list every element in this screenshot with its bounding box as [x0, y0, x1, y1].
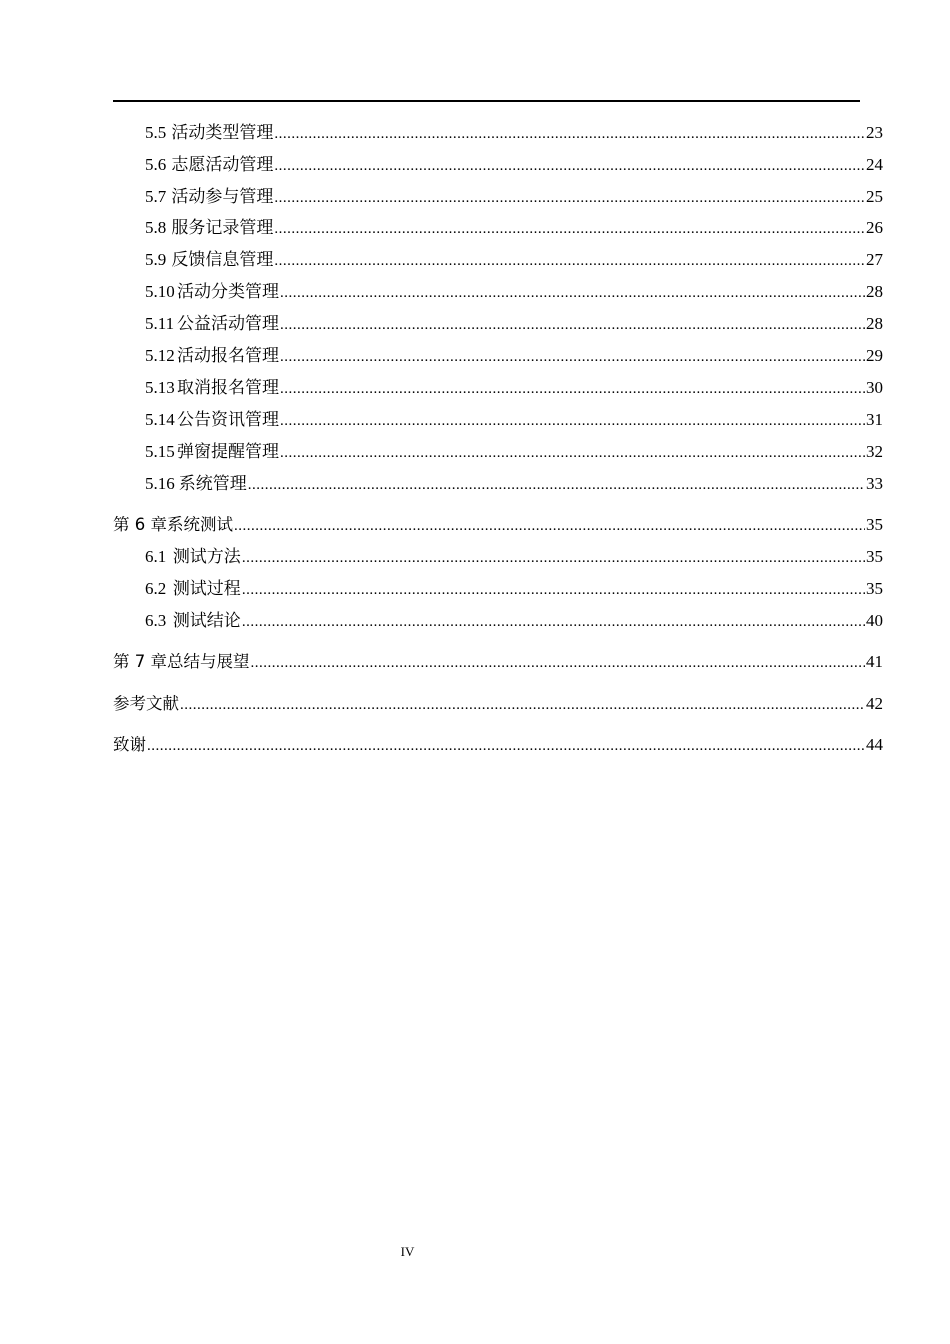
- page-number-footer: IV: [400, 1244, 415, 1259]
- toc-entry-page: 32: [866, 442, 883, 461]
- toc-entry-page: 29: [866, 346, 883, 365]
- toc-chapter-entry[interactable]: [113, 513, 883, 537]
- toc-dot-leader: [280, 345, 865, 369]
- toc-entry-page: 31: [866, 410, 883, 429]
- toc-entry-number: 6.1: [145, 547, 167, 566]
- toc-entry-page: 28: [866, 314, 883, 333]
- toc-entry[interactable]: [145, 344, 883, 368]
- toc-chapter-title: 系统测试: [167, 515, 233, 534]
- toc-entry-number: 5.10: [145, 282, 175, 301]
- toc-entry[interactable]: [145, 609, 883, 633]
- toc-entry-page: 28: [866, 282, 883, 301]
- toc-entry-page: 26: [866, 218, 883, 237]
- toc-dot-leader: [274, 217, 865, 241]
- toc-entry-number: 5.13: [145, 378, 175, 397]
- toc-entry-number: 5.8: [145, 218, 167, 237]
- toc-entry-title: 公告资讯管理: [177, 410, 280, 429]
- toc-entry-title: 服务记录管理: [171, 218, 274, 237]
- toc-entry-page: 42: [866, 694, 883, 713]
- toc-entry[interactable]: [145, 312, 883, 336]
- toc-entry-page: 30: [866, 378, 883, 397]
- toc-entry-title: 活动类型管理: [171, 123, 274, 142]
- toc-dot-leader: [147, 734, 865, 758]
- toc-entry-number: 5.16: [145, 474, 175, 493]
- toc-entry-page: 33: [866, 474, 883, 493]
- toc-entry-page: 41: [866, 652, 883, 671]
- toc-entry[interactable]: [145, 440, 883, 464]
- toc-entry-page: 25: [866, 187, 883, 206]
- toc-entry-title: 志愿活动管理: [171, 155, 274, 174]
- toc-dot-leader: [180, 693, 865, 717]
- toc-entry-number: 5.14: [145, 410, 175, 429]
- toc-entry-number: 5.12: [145, 346, 175, 365]
- toc-entry[interactable]: [145, 472, 883, 496]
- toc-entry-title: 测试结论: [172, 611, 241, 630]
- toc-entry[interactable]: [145, 545, 883, 569]
- toc-references-entry[interactable]: [113, 692, 883, 716]
- toc-entry-title: 测试方法: [172, 547, 241, 566]
- toc-entry-title: 弹窗提醒管理: [177, 442, 280, 461]
- toc-entry[interactable]: [145, 216, 883, 240]
- toc-dot-leader: [280, 441, 865, 465]
- toc-entry[interactable]: [145, 376, 883, 400]
- toc-entry-title: 测试过程: [172, 579, 241, 598]
- toc-entry-page: 44: [866, 735, 883, 754]
- toc-entry[interactable]: [145, 121, 883, 145]
- toc-chapter-number: 第 6 章: [113, 515, 167, 534]
- toc-entry-title: 活动报名管理: [177, 346, 280, 365]
- toc-dot-leader: [280, 377, 865, 401]
- toc-dot-leader: [280, 409, 865, 433]
- toc-entry-page: 24: [866, 155, 883, 174]
- toc-dot-leader: [234, 514, 865, 538]
- toc-chapter-title: 致谢: [113, 735, 146, 754]
- toc-chapter-title: 参考文献: [113, 694, 179, 713]
- toc-entry-number: 5.6: [145, 155, 167, 174]
- header-rule: [113, 100, 860, 102]
- toc-entry-page: 40: [866, 611, 883, 630]
- toc-dot-leader: [274, 249, 865, 273]
- toc-entry-number: 5.15: [145, 442, 175, 461]
- toc-dot-leader: [242, 546, 865, 570]
- toc-dot-leader: [274, 122, 865, 146]
- toc-dot-leader: [242, 610, 865, 634]
- toc-entry-page: 35: [866, 515, 883, 534]
- toc-entry-page: 35: [866, 579, 883, 598]
- toc-dot-leader: [248, 473, 865, 497]
- toc-dot-leader: [251, 651, 866, 675]
- toc-entry-page: 27: [866, 250, 883, 269]
- toc-entry[interactable]: [145, 280, 883, 304]
- toc-entry-page: 35: [866, 547, 883, 566]
- toc-dot-leader: [274, 186, 865, 210]
- toc-entry[interactable]: [145, 153, 883, 177]
- toc-entry-number: 6.3: [145, 611, 167, 630]
- toc-entry-title: 反馈信息管理: [171, 250, 274, 269]
- toc-entry-title: 活动参与管理: [171, 187, 274, 206]
- toc-dot-leader: [242, 578, 865, 602]
- toc-entry[interactable]: [145, 248, 883, 272]
- toc-entry-number: 5.9: [145, 250, 167, 269]
- toc-entry-page: 23: [866, 123, 883, 142]
- toc-chapter-entry[interactable]: [113, 650, 883, 674]
- toc-entry-number: 6.2: [145, 579, 167, 598]
- toc-chapter-title: 总结与展望: [167, 652, 250, 671]
- toc-dot-leader: [280, 281, 865, 305]
- toc-entry-title: 取消报名管理: [177, 378, 280, 397]
- toc-entry-title: 公益活动管理: [177, 314, 280, 333]
- toc-entry-title: 活动分类管理: [177, 282, 280, 301]
- toc-chapter-number: 第 7 章: [113, 652, 167, 671]
- toc-entry-number: 5.5: [145, 123, 167, 142]
- toc-dot-leader: [280, 313, 865, 337]
- toc-entry-number: 5.11: [145, 314, 175, 333]
- toc-entry[interactable]: [145, 185, 883, 209]
- toc-acknowledgements-entry[interactable]: [113, 733, 883, 757]
- toc-entry-title: 系统管理: [178, 474, 247, 493]
- toc-entry-number: 5.7: [145, 187, 167, 206]
- toc-entry[interactable]: [145, 577, 883, 601]
- toc-entry[interactable]: [145, 408, 883, 432]
- toc-dot-leader: [274, 154, 865, 178]
